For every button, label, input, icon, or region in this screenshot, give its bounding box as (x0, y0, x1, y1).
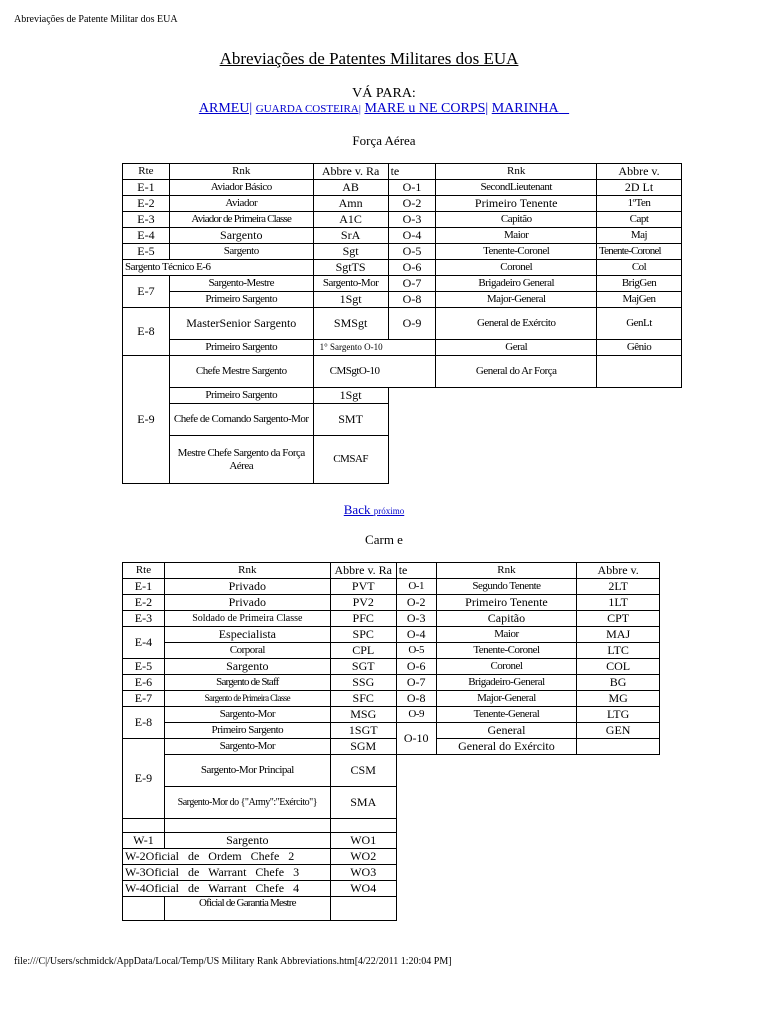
col-header-abbrev: Abbre v. Ra (313, 164, 388, 180)
browser-header-title: Abreviações de Patente Militar dos EUA (14, 14, 178, 25)
rank-cell: Brigadeiro General (436, 276, 597, 292)
rank-cell: Aviador (169, 196, 313, 212)
army-table (122, 562, 660, 921)
col-header-rank2: Rnk (436, 563, 577, 579)
table-row (123, 436, 682, 484)
rate-cell: E-7 (123, 276, 170, 308)
rate-cell: E-5 (123, 659, 165, 675)
table-row (123, 228, 682, 244)
abbrev-cell: 1SGT (330, 723, 396, 739)
table-row (123, 675, 660, 691)
rank-cell: Privado (164, 595, 330, 611)
link-army[interactable]: ARMEU| (198, 101, 253, 116)
rank-cell: Sargento (169, 228, 313, 244)
abbrev-cell: SSG (330, 675, 396, 691)
rate-cell: E-1 (123, 579, 165, 595)
abbrev-cell: 1Sgt (313, 292, 388, 308)
rate-cell: O-2 (396, 595, 436, 611)
rate-cell: O-6 (388, 260, 436, 276)
rank-cell: Capitão (436, 611, 577, 627)
rank-cell: Aviador de Primeira Classe (169, 212, 313, 228)
rank-cell: Brigadeiro-General (436, 675, 577, 691)
abbrev-cell: COL (577, 659, 660, 675)
table-row (123, 196, 682, 212)
rank-cell: Tenente-General (436, 707, 577, 723)
col-header-rate2: te (388, 164, 436, 180)
back-link-row (0, 502, 768, 518)
rank-cell: General do Exército (436, 739, 577, 755)
rank-cell: Primeiro Sargento (164, 723, 330, 739)
col-header-rate2: te (396, 563, 436, 579)
table-row (123, 849, 660, 865)
rank-cell: Sargento-Mestre (169, 276, 313, 292)
table-row (123, 244, 682, 260)
abbrev-cell: MajGen (597, 292, 682, 308)
rate-cell: O-9 (388, 308, 436, 340)
table-row (123, 755, 660, 787)
rank-cell: Sargento de Primeira Classe (164, 691, 330, 707)
abbrev-cell: MSG (330, 707, 396, 723)
rank-cell: Chefe Mestre Sargento (169, 356, 313, 388)
abbrev-cell: BG (577, 675, 660, 691)
col-header-rate: Rte (123, 164, 170, 180)
rate-cell: O-7 (388, 276, 436, 292)
table-row (123, 897, 660, 921)
rank-cell: Sargento-Mor do {"Army":"Exército"} (164, 787, 330, 819)
rank-cell: SecondLieutenant (436, 180, 597, 196)
rate-cell: O-3 (388, 212, 436, 228)
rate-cell: O-1 (388, 180, 436, 196)
rate-cell: E-6 (123, 675, 165, 691)
table-row (123, 180, 682, 196)
rank-cell: General de Exército (436, 308, 597, 340)
abbrev-cell: 1Sgt (313, 388, 388, 404)
rate-cell: O-4 (396, 627, 436, 643)
abbrev-cell: PFC (330, 611, 396, 627)
abbrev-cell: GEN (577, 723, 660, 739)
rank-cell: Corporal (164, 643, 330, 659)
table-row (123, 881, 660, 897)
table-row (123, 739, 660, 755)
back-link[interactable] (344, 502, 424, 517)
rate-cell: O-9 (396, 707, 436, 723)
rank-cell: Sargento (164, 833, 330, 849)
table-header-row (123, 164, 682, 180)
rank-cell: Privado (164, 579, 330, 595)
abbrev-cell: PV2 (330, 595, 396, 611)
abbrev-cell: CMSgtO-10 (313, 356, 436, 388)
rank-cell: Geral (436, 340, 597, 356)
col-header-abbrev: Abbre v. Ra (330, 563, 396, 579)
abbrev-cell: Amn (313, 196, 388, 212)
rank-cell: Tenente-Coronel (436, 643, 577, 659)
abbrev-cell: SMT (313, 404, 388, 436)
abbrev-cell: Gênio (597, 340, 682, 356)
rank-cell: Capitão (436, 212, 597, 228)
rank-cell: Sargento (169, 244, 313, 260)
rank-cell: Sargento-Mor Principal (164, 755, 330, 787)
rank-cell: Soldado de Primeira Classe (164, 611, 330, 627)
abbrev-cell: Col (597, 260, 682, 276)
abbrev-cell: SFC (330, 691, 396, 707)
abbrev-cell: MAJ (577, 627, 660, 643)
rank-cell: W-2Oficial de Ordem Chefe 2 (123, 849, 331, 865)
rank-cell: Sargento Técnico E-6 (123, 260, 314, 276)
rank-cell: General (436, 723, 577, 739)
abbrev-cell: CPL (330, 643, 396, 659)
rank-cell: Coronel (436, 659, 577, 675)
rank-cell: Maior (436, 627, 577, 643)
table-row (123, 292, 682, 308)
rate-cell: E-2 (123, 196, 170, 212)
table-row (123, 340, 682, 356)
rank-cell: Maior (436, 228, 597, 244)
abbrev-cell: WO2 (330, 849, 396, 865)
rank-cell: Sargento de Staff (164, 675, 330, 691)
rate-cell: E-9 (123, 739, 165, 819)
rate-cell: E-4 (123, 627, 165, 659)
abbrev-cell: CMSAF (313, 436, 388, 484)
rate-cell: O-5 (396, 643, 436, 659)
abbrev-cell: A1C (313, 212, 388, 228)
table-row (123, 404, 682, 436)
table-row (123, 643, 660, 659)
rank-cell: Primeiro Sargento (169, 388, 313, 404)
rank-cell: Chefe de Comando Sargento-Mor (169, 404, 313, 436)
rank-cell: Primeiro Sargento (169, 292, 313, 308)
link-navy[interactable]: MARINHA (491, 101, 559, 116)
table-row (123, 611, 660, 627)
rate-cell: O-7 (396, 675, 436, 691)
abbrev-cell: PVT (330, 579, 396, 595)
rank-cell: Major-General (436, 691, 577, 707)
abbrev-cell: SMA (330, 787, 396, 819)
table-row (123, 212, 682, 228)
rank-cell: Tenente-Coronel (436, 244, 597, 260)
col-header-abbrev2: Abbre v. (577, 563, 660, 579)
abbrev-cell (597, 356, 682, 388)
abbrev-cell: 2LT (577, 579, 660, 595)
rank-cell: MasterSenior Sargento (169, 308, 313, 340)
abbrev-cell: 1LT (577, 595, 660, 611)
rate-cell: E-7 (123, 691, 165, 707)
abbrev-cell: WO3 (330, 865, 396, 881)
col-header-rate: Rte (123, 563, 165, 579)
table-row (123, 308, 682, 340)
abbrev-cell: 2D Lt (597, 180, 682, 196)
table-header-row (123, 563, 660, 579)
rank-cell: Sargento (164, 659, 330, 675)
rate-cell: O-6 (396, 659, 436, 675)
back-link-label: Back (343, 502, 371, 517)
rank-cell: Primeiro Sargento (169, 340, 313, 356)
rate-cell: W-1 (123, 833, 165, 849)
table-row (123, 691, 660, 707)
link-navy-underline-pad[interactable] (559, 101, 570, 116)
page-title-text: Abreviações de Patentes Militares dos EUA (219, 49, 519, 68)
table-row (123, 833, 660, 849)
table-row (123, 659, 660, 675)
abbrev-cell: SgtTS (313, 260, 388, 276)
table-row (123, 787, 660, 819)
page-title (0, 49, 768, 69)
rank-cell: W-4Oficial de Warrant Chefe 4 (123, 881, 331, 897)
airforce-heading: Força Aérea (352, 133, 416, 148)
goto-label: VÁ PARA: (352, 86, 416, 101)
rank-cell: W-3Oficial de Warrant Chefe 3 (123, 865, 331, 881)
abbrev-cell (577, 739, 660, 755)
rank-cell: Sargento-Mor (164, 739, 330, 755)
rank-cell: Aviador Básico (169, 180, 313, 196)
col-header-abbrev2: Abbre v. (597, 164, 682, 180)
abbrev-cell: GenLt (597, 308, 682, 340)
abbrev-cell: WO1 (330, 833, 396, 849)
abbrev-cell: CSM (330, 755, 396, 787)
table-row (123, 595, 660, 611)
abbrev-cell: Sgt (313, 244, 388, 260)
rank-cell: Primeiro Tenente (436, 196, 597, 212)
rank-cell: Sargento-Mor (164, 707, 330, 723)
table-row (123, 260, 682, 276)
footer-path: file:///C|/Users/schmidck/AppData/Local/Temp/US Military Rank Abbreviations.htm[4/22/2011 1:20:04 PM] (14, 956, 452, 967)
back-link-small: próximo (373, 506, 405, 516)
table-row (123, 707, 660, 723)
rate-cell: E-3 (123, 212, 170, 228)
table-row (123, 356, 682, 388)
rank-cell: Especialista (164, 627, 330, 643)
table-row (123, 865, 660, 881)
col-header-rank2: Rnk (436, 164, 597, 180)
table-row (123, 723, 660, 739)
rate-cell: E-2 (123, 595, 165, 611)
table-row (123, 388, 682, 404)
airforce-table (122, 163, 682, 484)
rank-cell: Oficial de Garantia Mestre (164, 897, 330, 921)
link-coast-guard[interactable]: GUARDA COSTEIRA| (255, 103, 361, 115)
rank-cell: Primeiro Tenente (436, 595, 577, 611)
table-row (123, 579, 660, 595)
abbrev-cell: AB (313, 180, 388, 196)
rate-cell: O-8 (396, 691, 436, 707)
abbrev-cell: CPT (577, 611, 660, 627)
table-row (123, 276, 682, 292)
rate-cell: O-2 (388, 196, 436, 212)
rank-cell: Coronel (436, 260, 597, 276)
col-header-rank: Rnk (164, 563, 330, 579)
abbrev-cell: SPC (330, 627, 396, 643)
rate-cell: E-4 (123, 228, 170, 244)
rank-cell: General do Ar Força (436, 356, 597, 388)
abbrev-cell: BrigGen (597, 276, 682, 292)
abbrev-cell: 1ºTen (597, 196, 682, 212)
rate-cell: E-9 (123, 356, 170, 484)
abbrev-cell: SrA (313, 228, 388, 244)
rate-cell: E-8 (123, 308, 170, 356)
table-row (123, 627, 660, 643)
abbrev-cell: LTC (577, 643, 660, 659)
abbrev-cell: 1° Sargento O-10 (313, 340, 436, 356)
abbrev-cell: MG (577, 691, 660, 707)
abbrev-cell: WO4 (330, 881, 396, 897)
rank-cell: Segundo Tenente (436, 579, 577, 595)
abbrev-cell: SGM (330, 739, 396, 755)
abbrev-cell: LTG (577, 707, 660, 723)
rate-cell: O-1 (396, 579, 436, 595)
link-marine-corps[interactable]: MARE u NE CORPS| (364, 101, 489, 116)
rate-cell: O-10 (396, 723, 436, 755)
abbrev-cell: Maj (597, 228, 682, 244)
branch-links (0, 101, 768, 117)
rank-cell: Mestre Chefe Sargento da Força Aérea (169, 436, 313, 484)
rate-cell: E-8 (123, 707, 165, 739)
rank-cell: Major-General (436, 292, 597, 308)
rate-cell: E-1 (123, 180, 170, 196)
abbrev-cell: SGT (330, 659, 396, 675)
abbrev-cell: Sargento-Mor (313, 276, 388, 292)
rate-cell: O-4 (388, 228, 436, 244)
rate-cell: O-3 (396, 611, 436, 627)
col-header-rank: Rnk (169, 164, 313, 180)
rate-cell: O-8 (388, 292, 436, 308)
abbrev-cell: Capt (597, 212, 682, 228)
army-heading: Carm e (365, 532, 403, 547)
abbrev-cell: SMSgt (313, 308, 388, 340)
abbrev-cell: Tenente-Coronel (597, 244, 682, 260)
rate-cell: E-3 (123, 611, 165, 627)
rate-cell: E-5 (123, 244, 170, 260)
rate-cell: O-5 (388, 244, 436, 260)
table-row (123, 819, 660, 833)
